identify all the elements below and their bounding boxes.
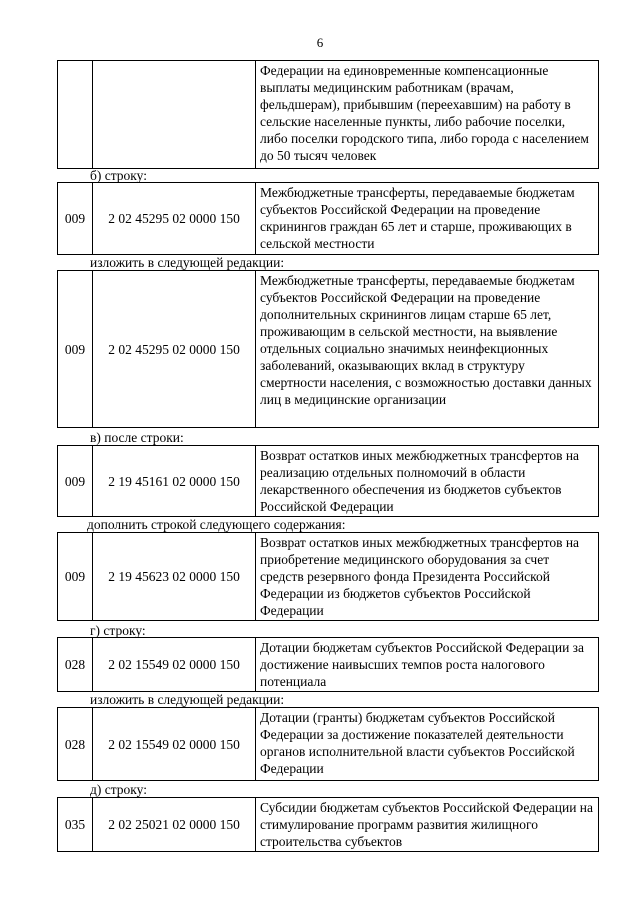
description-cell: Возврат остатков иных межбюджетных трансфертов на реализацию отдельных полномочий в области лекарственного обеспечения из бюджетов субъектов Российской Федерации [256, 446, 599, 517]
kbk-cell: 2 19 45161 02 0000 150 [93, 446, 256, 517]
kbk-cell: 2 02 45295 02 0000 150 [93, 183, 256, 255]
budget-table-continuation [57, 60, 599, 169]
table-row [58, 61, 599, 169]
description-cell: Возврат остатков иных межбюджетных трансфертов на приобретение медицинского оборудования за счет средств резервного фонда Президента Российской Федерации из бюджетов субъектов Российской Федерации [256, 533, 599, 621]
code-cell: 028 [58, 638, 93, 692]
edit-instruction-label: изложить в следующей редакции: [90, 692, 285, 707]
table-row [58, 271, 599, 428]
clause-g-label: г) строку: [90, 623, 146, 638]
kbk-cell: 2 02 15549 02 0000 150 [93, 638, 256, 692]
code-cell: 009 [58, 183, 93, 255]
kbk-cell: 2 02 15549 02 0000 150 [93, 708, 256, 781]
budget-table-d [57, 797, 599, 852]
table-row [58, 533, 599, 621]
table-row [58, 708, 599, 781]
budget-table-v-new [57, 532, 599, 621]
code-cell [58, 61, 93, 169]
budget-table-g-new [57, 707, 599, 781]
code-cell: 009 [58, 446, 93, 517]
page-number: 6 [316, 35, 324, 50]
budget-table-g [57, 637, 599, 692]
kbk-cell [93, 61, 256, 169]
clause-b-label: б) строку: [90, 168, 147, 183]
edit-instruction-label: изложить в следующей редакции: [90, 255, 285, 270]
description-cell: Федерации на единовременные компенсационные выплаты медицинским работникам (врачам, фельдшерам), прибывшим (переехавшим) на работу в сельские населенные пункты, либо рабочие поселки, либо поселки городского типа, либо города с населением до 50 тысяч человек [256, 61, 599, 169]
description-cell: Субсидии бюджетам субъектов Российской Федерации на стимулирование программ развития жилищного строительства субъектов [256, 798, 599, 852]
table-row [58, 183, 599, 255]
budget-table-v [57, 445, 599, 517]
clause-v-label: в) после строки: [90, 430, 184, 445]
code-cell: 035 [58, 798, 93, 852]
code-cell: 009 [58, 533, 93, 621]
table-row [58, 638, 599, 692]
table-row [58, 446, 599, 517]
description-cell: Межбюджетные трансферты, передаваемые бюджетам субъектов Российской Федерации на проведение скринингов граждан 65 лет и старше, проживающих в сельской местности [256, 183, 599, 255]
code-cell: 028 [58, 708, 93, 781]
description-cell: Дотации (гранты) бюджетам субъектов Российской Федерации за достижение показателей деятельности органов исполнительной власти субъектов Российской Федерации [256, 708, 599, 781]
budget-table-b-new [57, 270, 599, 428]
budget-table-b [57, 182, 599, 255]
kbk-cell: 2 19 45623 02 0000 150 [93, 533, 256, 621]
kbk-cell: 2 02 25021 02 0000 150 [93, 798, 256, 852]
description-cell: Межбюджетные трансферты, передаваемые бюджетам субъектов Российской Федерации на проведение дополнительных скринингов лицам старше 65 лет, проживающим в сельской местности, на выявление отдельных социально значимых неинфекционных заболеваний, оказывающих вклад в структуру смертности населения, с возможностью доставки данных лиц в медицинские организации [256, 271, 599, 428]
description-cell: Дотации бюджетам субъектов Российской Федерации за достижение наивысших темпов роста налогового потенциала [256, 638, 599, 692]
table-row [58, 798, 599, 852]
kbk-cell: 2 02 45295 02 0000 150 [93, 271, 256, 428]
code-cell: 009 [58, 271, 93, 428]
add-row-instruction-label: дополнить строкой следующего содержания: [87, 517, 346, 532]
clause-d-label: д) строку: [90, 782, 147, 797]
